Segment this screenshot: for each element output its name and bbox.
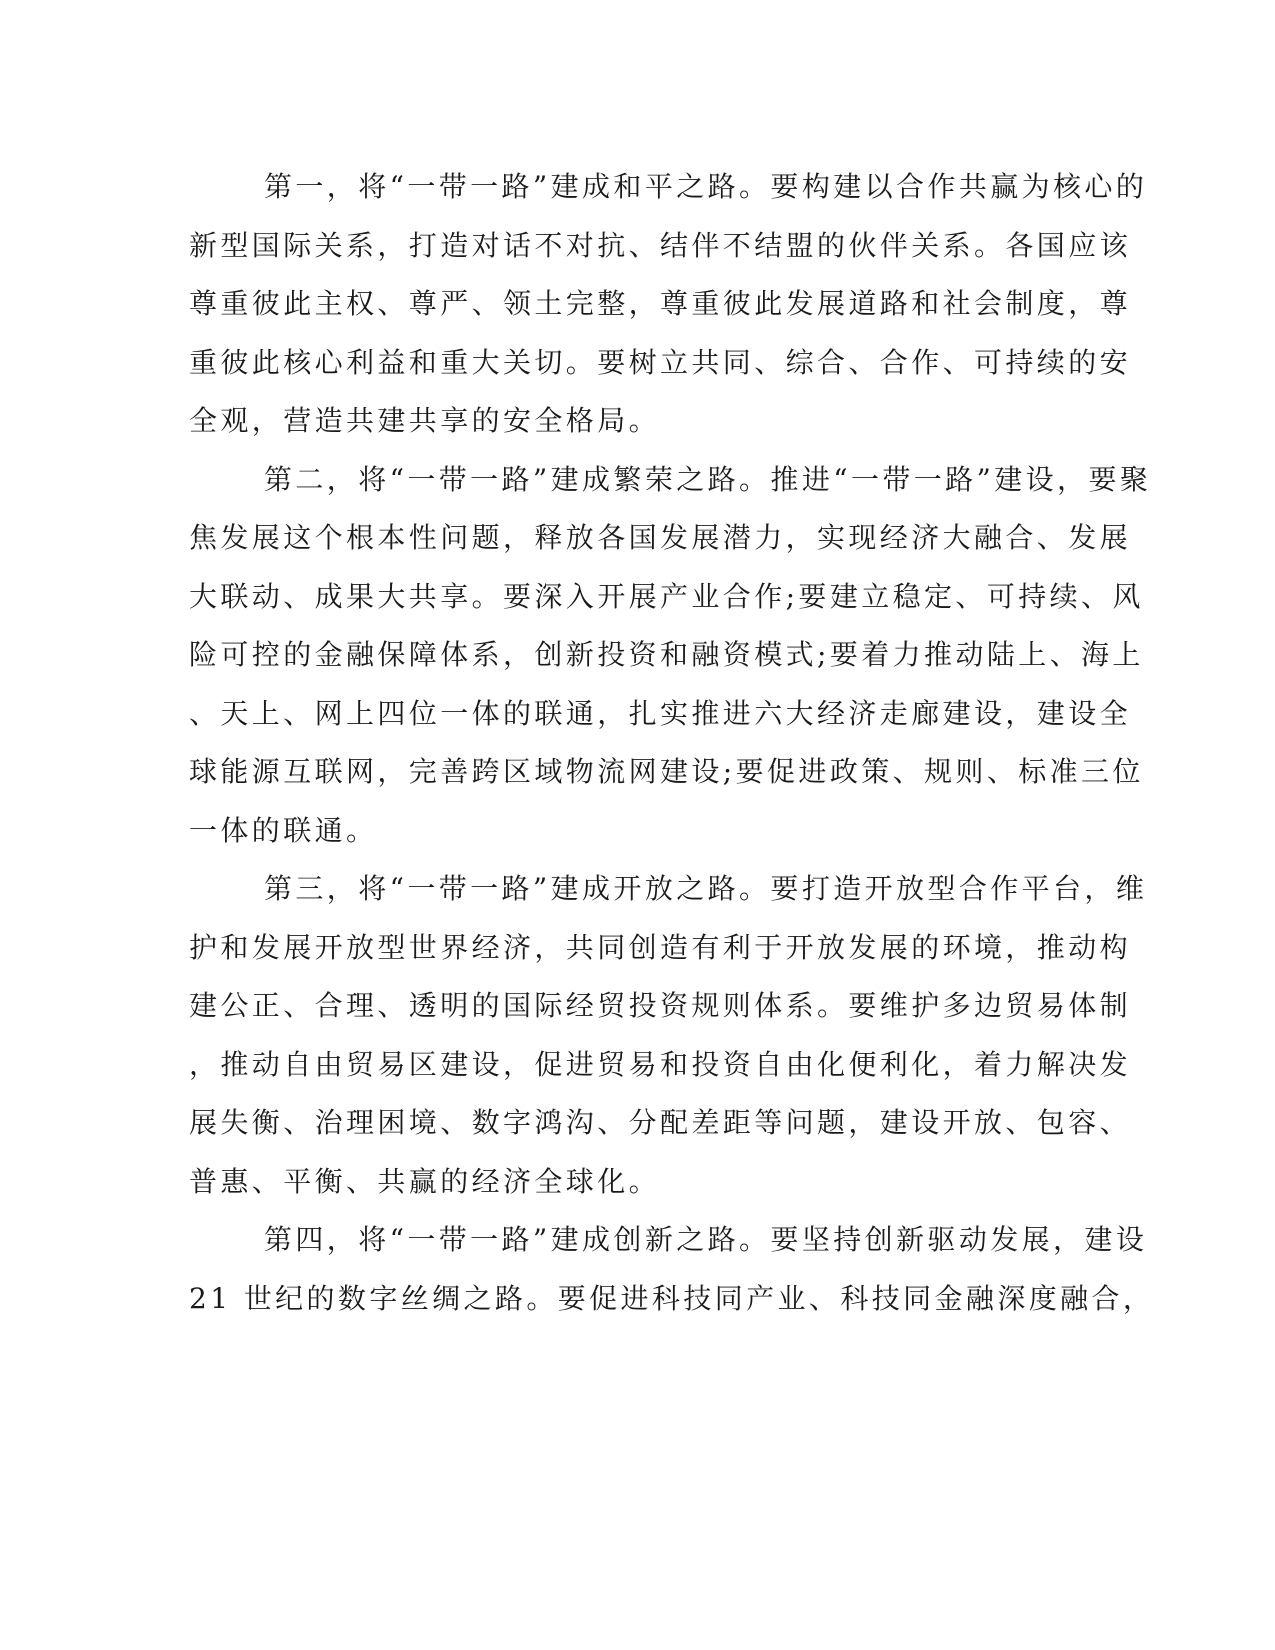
text-line: 重彼此核心利益和重大关切。要树立共同、综合、合作、可持续的安 xyxy=(189,345,1132,379)
paragraph-4 xyxy=(189,1211,1155,1328)
text-line: 新型国际关系，打造对话不对抗、结伴不结盟的伙伴关系。各国应该 xyxy=(189,228,1132,262)
paragraph-1 xyxy=(189,158,1148,451)
text-line: 建公正、合理、透明的国际经贸投资规则体系。要维护多边贸易体制 xyxy=(189,989,1132,1022)
text-line: 第四，将“一带一路”建成创新之路。要坚持创新驱动发展，建设 xyxy=(264,1223,1148,1256)
text-line: 展失衡、治理困境、数字鸿沟、分配差距等问题，建设开放、包容、 xyxy=(189,1106,1132,1139)
text-line: 第三，将“一带一路”建成开放之路。要打造开放型合作平台，维 xyxy=(264,872,1148,905)
text-line: 全观，营造共建共享的安全格局。 xyxy=(189,404,661,437)
text-line: 第二，将“一带一路”建成繁荣之路。推进“一带一路”建设，要聚 xyxy=(264,462,1152,496)
text-line: 尊重彼此主权、尊严、领土完整，尊重彼此发展道路和社会制度，尊 xyxy=(189,287,1132,320)
text-line: 一体的联通。 xyxy=(189,813,378,847)
text-line: 普惠、平衡、共赢的经济全球化。 xyxy=(189,1164,661,1198)
text-line: 大联动、成果大共享。要深入开展产业合作;要建立稳定、可持续、风 xyxy=(189,579,1144,613)
text-line: 第一，将“一带一路”建成和平之路。要构建以合作共赢为核心的 xyxy=(264,170,1148,203)
paragraph-2 xyxy=(189,451,1152,861)
text-line: 球能源互联网，完善跨区域物流网建设;要促进政策、规则、标准三位 xyxy=(189,755,1144,788)
paragraph-3 xyxy=(189,860,1148,1211)
text-line: 、天上、网上四位一体的联通，扎实推进六大经济走廊建设，建设全 xyxy=(189,696,1132,730)
text-line: 焦发展这个根本性问题，释放各国发展潜力，实现经济大融合、发展 xyxy=(189,521,1132,554)
text-line: 21 世纪的数字丝绸之路。要促进科技同产业、科技同金融深度融合， xyxy=(189,1281,1155,1315)
text-line: 险可控的金融保障体系，创新投资和融资模式;要着力推动陆上、海上 xyxy=(189,638,1144,671)
document-body xyxy=(189,158,1155,1328)
text-line: ，推动自由贸易区建设，促进贸易和投资自由化便利化，着力解决发 xyxy=(189,1047,1132,1081)
text-line: 护和发展开放型世界经济，共同创造有利于开放发展的环境，推动构 xyxy=(189,930,1132,964)
